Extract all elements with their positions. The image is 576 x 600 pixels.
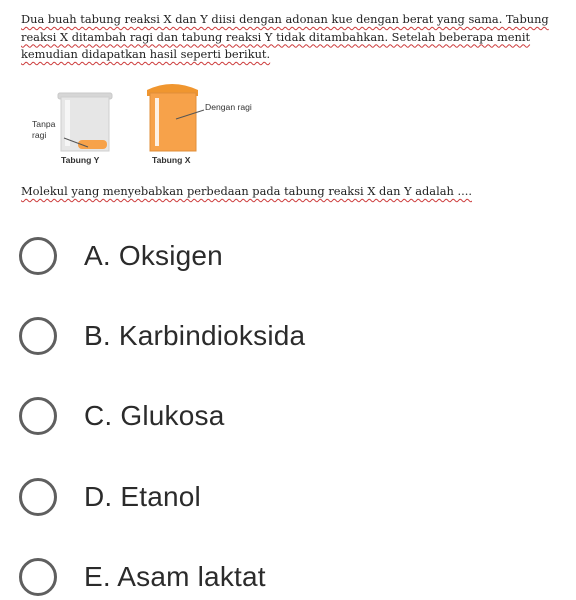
tube-x-label: Tabung X (152, 155, 191, 165)
label-without-yeast-line2: ragi (32, 130, 47, 140)
radio-circle-icon[interactable] (19, 478, 57, 516)
option-label[interactable]: E. Asam laktat (84, 561, 266, 592)
radio-circle-icon[interactable] (19, 237, 57, 275)
radio-circle-icon[interactable] (19, 397, 57, 435)
option-label[interactable]: D. Etanol (84, 481, 201, 512)
option-label[interactable]: C. Glukosa (84, 400, 225, 431)
question-text: Dua buah tabung reaksi X dan Y diisi dengan adonan kue dengan berat yang sama. Tabung reaksi X ditambah ragi dan tabung reaksi Y tidak ditambahkan. Setelah beberapa menit kemudian didapatkan hasil seperti berikut. (21, 12, 549, 61)
label-without-yeast-line1: Tanpa (32, 119, 56, 129)
option-e[interactable] (0, 549, 576, 600)
tube-y-label: Tabung Y (61, 155, 100, 165)
tube-x (147, 84, 198, 151)
question-prompt: Molekul yang menyebabkan perbedaan pada tabung reaksi X dan Y adalah .... (21, 184, 472, 198)
tube-y (58, 93, 112, 151)
test-tube-figure (0, 76, 300, 176)
radio-circle-icon[interactable] (19, 317, 57, 355)
radio-circle-icon[interactable] (19, 558, 57, 596)
option-a[interactable] (0, 228, 576, 284)
option-label[interactable]: A. Oksigen (84, 240, 223, 271)
option-label[interactable]: B. Karbindioksida (84, 320, 306, 351)
option-b[interactable] (0, 308, 576, 364)
option-c[interactable] (0, 388, 576, 444)
option-d[interactable] (0, 469, 576, 525)
label-with-yeast: Dengan ragi (205, 102, 252, 112)
